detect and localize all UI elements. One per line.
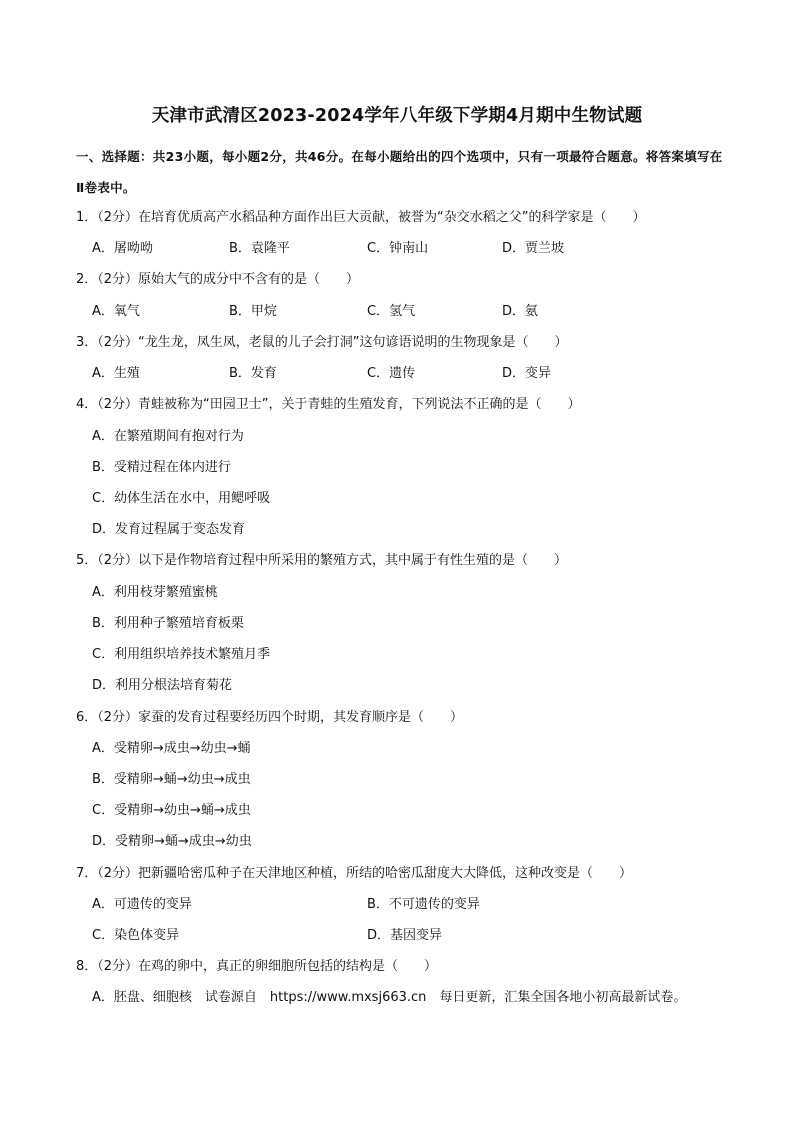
- page-title: 天津市武清区2023-2024学年八年级下学期4月期中生物试题: [151, 106, 643, 126]
- option: A．氧气: [92, 304, 140, 319]
- option: A．在繁殖期间有抱对行为: [92, 429, 244, 444]
- option: C．染色体变异: [92, 928, 180, 943]
- question-stem: 1．（2分）在培育优质高产水稻品种方面作出巨大贡献，被誉为“杂交水稻之父”的科学家是（ ）: [76, 210, 646, 225]
- option: A．胚盘、细胞核 试卷源自 https://www.mxsj663.cn 每日更新，汇集全国各地小初高最新试卷。: [92, 990, 687, 1005]
- option: C．钟南山: [367, 241, 429, 256]
- option: A．利用枝芽繁殖蜜桃: [92, 585, 218, 600]
- question-stem: 4．（2分）青蛙被称为“田园卫士”，关于青蛙的生殖发育，下列说法不正确的是（ ）: [76, 397, 581, 412]
- question-stem: 6．（2分）家蚕的发育过程要经历四个时期，其发育顺序是（ ）: [76, 710, 464, 725]
- option: D．变异: [502, 366, 552, 381]
- option: D．基因变异: [367, 928, 443, 943]
- option: D．氨: [502, 304, 539, 319]
- option: B．甲烷: [229, 304, 277, 319]
- question-stem: 7．（2分）把新疆哈密瓜种子在天津地区种植，所结的哈密瓜甜度大大降低，这种改变是（ ）: [76, 866, 633, 881]
- question-stem: 3．（2分）“龙生龙，凤生凤，老鼠的儿子会打洞”这句谚语说明的生物现象是（ ）: [76, 335, 568, 350]
- option: A．受精卵→成虫→幼虫→蛹: [92, 741, 251, 756]
- option: B．不可遗传的变异: [367, 897, 480, 912]
- option: C．受精卵→幼虫→蛹→成虫: [92, 803, 251, 818]
- option: C．遗传: [367, 366, 416, 381]
- option: A．可遗传的变异: [92, 897, 192, 912]
- question-stem: 2．（2分）原始大气的成分中不含有的是（ ）: [76, 272, 360, 287]
- option: D．发育过程属于变态发育: [92, 522, 246, 537]
- option: B．袁隆平: [229, 241, 290, 256]
- question-stem: 5．（2分）以下是作物培育过程中所采用的繁殖方式，其中属于有性生殖的是（ ）: [76, 553, 568, 568]
- option: C．幼体生活在水中，用鳃呼吸: [92, 491, 271, 506]
- option: B．发育: [229, 366, 277, 381]
- question-stem: 8．（2分）在鸡的卵中，真正的卵细胞所包括的结构是（ ）: [76, 959, 438, 974]
- option: B．利用种子繁殖培育板栗: [92, 616, 244, 631]
- option: D．受精卵→蛹→成虫→幼虫: [92, 834, 252, 849]
- option: B．受精卵→蛹→幼虫→成虫: [92, 772, 251, 787]
- option: A．生殖: [92, 366, 140, 381]
- option: D．利用分根法培育菊花: [92, 678, 233, 693]
- option: C．利用组织培养技术繁殖月季: [92, 647, 271, 662]
- section-header: 一、选择题：共23小题，每小题2分，共46分。在每小题给出的四个选项中，只有一项最符合题意。将答案填写在Ⅱ卷表中。: [76, 149, 723, 195]
- option: C．氢气: [367, 304, 416, 319]
- option: D．贾兰坡: [502, 241, 565, 256]
- option: A．屠呦呦: [92, 241, 153, 256]
- option: B．受精过程在体内进行: [92, 460, 231, 475]
